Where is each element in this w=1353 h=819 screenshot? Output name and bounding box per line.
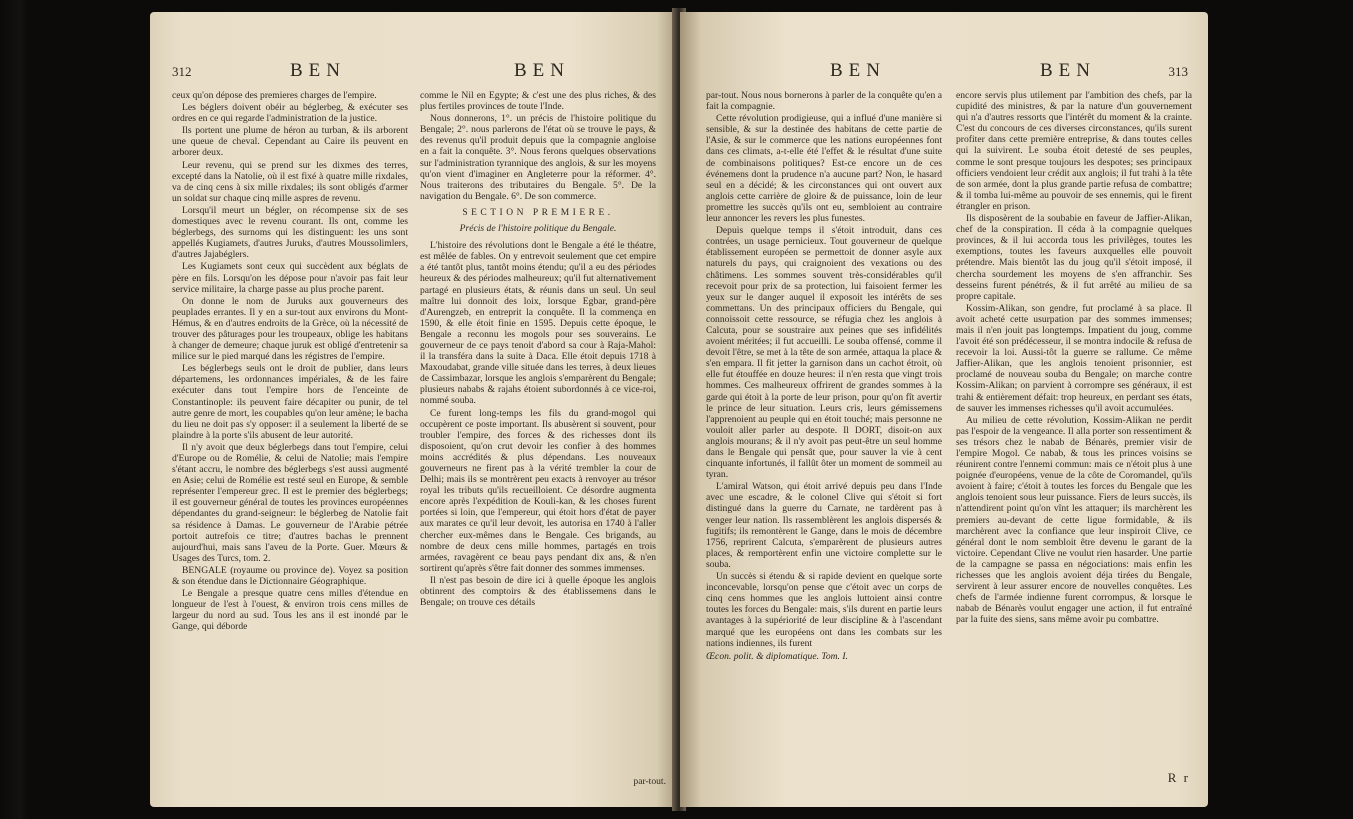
paragraph: Leur revenu, qui se prend sur les dixmes des terres, excepté dans la Natolie, où il est fixé à quatre mille rixdales, va de cinq cens à six mille rixdales; ils sont obligés d'armer un soldat sur chaque cinq mille aspres de revenu. xyxy=(172,159,408,204)
right-page-header xyxy=(680,60,1208,86)
paragraph: Les béglers doivent obéir au béglerbeg, & exécuter ses ordres en ce qui regarde l'administration de la justice. xyxy=(172,102,408,125)
section-title: SECTION PREMIERE. xyxy=(462,207,614,218)
paragraph: Il n'est pas besoin de dire ici à quelle époque les anglois obtinrent des comptoirs & des établissemens dans le Bengale; on trouve ces détails xyxy=(420,574,656,609)
paragraph: encore servis plus utilement par l'ambition des chefs, par la cupidité des ministres, & par la nature d'un gouvernement qui n'a d'autres ressorts que l'intérêt du moment & la crainte. C'est du concours de ces diverses circonstances, qu'ils surent profiter dans cette première entreprise, & dans toutes celles qui la suivirent. Le souba étoit detesté de ses peuples, comme le sont presque toujours les despotes; ses principaux officiers vendoient leur crédit aux anglois; il fut trahi à la tête de son armée, dont la plus grande partie refusa de combattre; & il tomba lui-même au pouvoir de ses ennemis, qui le firent étrangler en prison. xyxy=(956,90,1192,212)
paragraph: Nous donnerons, 1°. un précis de l'histoire politique du Bengale; 2°. nous parlerons de l'état où se trouve le pays, & des revenus qu'il produit depuis que la compagnie angloise en a fait la conquête. 3°. Nous ferons quelques observations sur l'administration tyrannique des anglois, & sur les moyens qu'on vient d'imaginer en Angleterre pour la réformer. 4°. Nous traiterons des tributaires du Bengale. 5°. De la navigation du Bengale. 6°. De son commerce. xyxy=(420,113,656,202)
paragraph: Ils portent une plume de héron au turban, & ils arborent une queue de cheval. Cependant au Caire ils peuvent en arborer deux. xyxy=(172,125,408,159)
signature-mark: R r xyxy=(1167,770,1190,785)
paragraph: ceux qu'on dépose des premieres charges de l'empire. xyxy=(172,90,377,101)
paragraph: Les béglerbegs seuls ont le droit de publier, dans leurs départemens, les ordonnances impériales, & de les faire exécuter dans tout l'empire hors de l'enceinte de Constantinople: ils peuvent faire décapiter ou punir, de tel autre genre de mort, les coupables qu'on leur amène; le bacha du lieu ne doit pas s'y opposer: il a seulement la liberté de se plaindre à la porte s'ils abusent de leur autorité. xyxy=(172,363,408,441)
paragraph: Ils disposèrent de la soubabie en faveur de Jaffier-Alikan, chef de la conspiration. Il céda à la compagnie quelques provinces, & il lui accorda tous les privilèges, toutes les exemptions, toutes les faveurs auxquelles elle pouvoit prétendre. Mais bientôt las du joug qu'il s'étoit imposé, il chercha sourdement les moyens de s'en affranchir. Ses desseins furent pénétrés, & il fut arrêté au milieu de sa propre capitale. xyxy=(956,213,1192,302)
left-running-head-1: BEN xyxy=(290,60,346,81)
left-page-header xyxy=(150,60,678,86)
left-page-number: 312 xyxy=(172,64,192,79)
right-page-number: 313 xyxy=(1168,64,1188,79)
right-running-head-2: BEN xyxy=(1040,60,1096,81)
paragraph: L'histoire des révolutions dont le Bengale a été le théatre, est mêlée de fables. On y entrevoit seulement que cet empire a été tantôt plus, tantôt moins étendu; qu'il a eu des périodes heureux & des périodes malheureux; qu'il fut alternativement partagé en plusieurs états, & réunis dans un seul. Un seul maître lui donnoit des loix, lorsque Egbar, grand-père d'Aurengzeb, en entreprit la conquête. Il la commença en 1590, & elle étoit finie en 1595. Depuis cette époque, le Bengale a reconnu les mogols pour ses souverains. Le gouverneur de ce pays tenoit d'abord sa cour à Raja-Mahol: il la transféra dans la suite à Daca. Elle étoit depuis 1718 à Maxoudabat, grande ville située dans les terres, à deux lieues de Cassimbazar, lorsque les anglois s'emparèrent du Bengale; plusieurs nababs & rajahs étoient subordonnés à ce vice-roi, nommé souba. xyxy=(420,240,656,407)
paragraph: Un succès si étendu & si rapide devient en quelque sorte inconcevable, lorsqu'on pense que c'étoit avec un corps de cinq cens hommes que les anglois luttoient ainsi contre toutes les forces du Bengale: mais, s'ils durent en partie leurs avantages à la supériorité de leur discipline & à l'ascendant marqué que les européens ont dans les combats sur les nations indiennes, ils furent xyxy=(706,571,942,649)
paragraph: Le Bengale a presque quatre cens milles d'étendue en longueur de l'est à l'ouest, & environ trois cens milles de largeur du nord au sud. Tous les ans il est inondé par le Gange, qui déborde xyxy=(172,588,408,633)
right-page xyxy=(680,12,1208,807)
paragraph: On donne le nom de Juruks aux gouverneurs des peuplades errantes. Il y en a sur-tout aux environs du Mont-Hémus, & en d'autres endroits de la Grèce, où la nécessité de trouver des pâturages pour les troupeaux, oblige les habitans à changer de demeure; chaque juruk est obligé d'entretenir sa milice sur le pied marqué dans les régistres de l'empire. xyxy=(172,295,408,363)
right-running-head-1: BEN xyxy=(830,60,886,81)
catchword: par-tout. xyxy=(633,776,666,787)
paragraph: par-tout. Nous nous bornerons à parler de la conquête qu'en a fait la compagnie. xyxy=(706,90,942,113)
paragraph: Depuis quelque temps il s'étoit introduit, dans ces contrées, un usage pernicieux. Tout gouverneur de quelque établissement européen se permettoit de donner asyle aux naturels du pays, qui craignoient des vexations ou des châtimens. Les sommes souvent très-considérables qu'il recevoit pour prix de sa protection, lui faisoient fermer les yeux sur le danger auquel il exposoit les intérêts de ses commettans. Un des principaux officiers du Bengale, qui connoissoit cette ressource, se réfugia chez les anglois à Calcuta, pour se soustraire aux peines que ses infidélités avoient méritées; il fut accueilli. Le souba offensé, comme il devoit l'être, se met à la tête de son armée, attaqua la place & s'en empara. Il fit jetter la garnison dans un cachot étroit, où elle fut étouffée en douze heures: il n'en resta que vingt trois hommes. Ces malheureux offrirent de grandes sommes à la garde qui étoit à la porte de leur prison, pour qu'on fît avertir le prince de leur situation. Leurs cris, leurs gémissemens l'apprenoient au peuple qui en étoit touché; mais personne ne vouloit aller parler au despote. Il DORT, disoit-on aux anglois mourans; & il n'y avoit pas peut-être un seul homme dans le Bengale qui pensât que, pour sauver la vie à cent cinquante infortunés, il fallût ôter un moment de sommeil au tyran. xyxy=(706,225,942,481)
volume-footer: Œcon. polit. & diplomatique. Tom. I. xyxy=(706,650,848,662)
right-column-1 xyxy=(706,90,942,662)
left-page xyxy=(150,12,678,807)
paragraph: Ce furent long-temps les fils du grand-mogol qui occupèrent ce poste important. Ils abusèrent si souvent, pour troubler l'empire, des forces & des richesses dont ils disposoient, qu'on crut devoir les confier à des hommes moins accrédités & plus dépendans. Les nouveaux gouverneurs ne firent pas à la vérité trembler la cour de Delhi; mais ils se montrèrent peu exacts à renvoyer au trésor royal les tributs qu'ils recueilloient. Ce désordre augmenta encore après l'expédition de Kouli-kan, & les choses furent portées si loin, que l'empereur, qui étoit hors d'état de payer aux marates ce qu'il leur devoit, les autorisa en 1740 à l'aller chercher eux-mêmes dans le Bengale. Ces brigands, au nombre de deux cens mille hommes, partagés en trois armées, ravagèrent ce beau pays pendant dix ans, & n'en sortirent qu'après s'être fait donner des sommes immenses. xyxy=(420,407,656,574)
paragraph: L'amiral Watson, qui étoit arrivé depuis peu dans l'Inde avec une escadre, & le colonel Clive qui s'étoit si fort distingué dans la guerre du Carnate, ne tardèrent pas à venger leur nation. Ils rassemblèrent les anglois dispersés & fugitifs; ils remontèrent le Gange, dans le mois de décembre 1756, reprirent Calcuta, s'emparèrent de plusieurs autres places, & remportèrent enfin une victoire complette sur le souba. xyxy=(706,481,942,570)
paragraph: comme le Nil en Egypte; & c'est une des plus riches, & des plus fertiles provinces de toute l'Inde. xyxy=(420,90,656,113)
paragraph: Il n'y avoit que deux béglerbegs dans tout l'empire, celui d'Europe ou de Romélie, & celui de Natolie; mais l'empire s'étant accru, le nombre des béglerbegs s'est aussi augmenté en Asie; celui de Romélie est resté seul en Europe, & semble représenter l'empereur grec. Il est le premier des béglerbegs; il est gouverneur général de toutes les provinces européennes dépendantes du grand-seigneur: le béglerbeg de Natolie fait sa résidence à Damas. Le gouverneur de l'Arabie pétrée portoit autrefois ce titre; d'autres bachas le prennent aujourd'hui, mais sans l'aveu de la Porte. Guer. Mœurs & Usages des Turcs, tom. 2. xyxy=(172,441,408,564)
paragraph: Les Kugiamets sont ceux qui succèdent aux béglats de père en fils. Lorsqu'on les dépose pour n'avoir pas fait leur service militaire, la charge passe au plus proche parent. xyxy=(172,261,408,295)
left-column-1 xyxy=(172,90,408,634)
section-subtitle: Précis de l'histoire politique du Bengale. xyxy=(459,223,617,235)
paragraph: Lorsqu'il meurt un bégler, on récompense six de ses domestiques avec le revenu courant. Ils ont, comme les béglerbegs, des surnoms qui les distinguent: les uns sont appellés Kugiamets, d'autres Juruks, d'autres Moussolimlers, d'autres Jajabéglers. xyxy=(172,204,408,261)
left-running-head-2: BEN xyxy=(514,60,570,81)
left-column-2 xyxy=(420,90,656,609)
paragraph: Cette révolution prodigieuse, qui a influé d'une manière si sensible, & sur la destinée des habitans de cette partie de l'Asie, & sur le commerce que les nations européennes font dans ces climats, a-t-elle été l'effet & le résultat d'une suite de combinaisons politiques? Est-ce encore un de ces événemens dont la prudence n'a aucune part? Non, le hasard seul en a décidé; & les circonstances qui ont ouvert aux anglois cette carrière de gloire & de puissance, loin de leur promettre les succès qu'ils ont eu, sembloient au contraire leur annoncer les revers les plus funestes. xyxy=(706,113,942,225)
right-column-2 xyxy=(956,90,1192,627)
paragraph: Au milieu de cette révolution, Kossim-Alikan ne perdit pas l'espoir de la vengeance. Il alla porter son ressentiment & ses trésors chez le nabab de Bénarès, premier visir de l'empire Mogol. Ce nabab, & tous les princes voisins se réunirent contre l'ennemi commun: mais ce n'étoit plus à une poignée d'européens, venue de la côte de Coromandel, qu'ils avoient à faire; c'étoit à toutes les forces du Bengale que les anglois tenoient sous leur puissance. Fiers de leurs succès, ils n'attendirent point qu'on vînt les attaquer; ils marchèrent les premiers au-devant de cette ligue formidable, & ils marchèrent avec la confiance que leur inspiroit Clive, ce général dont le nom sembloit être devenu le garant de la victoire. Cependant Clive ne voulut rien hasarder. Une partie de la campagne se passa en négociations: mais enfin les richesses que les anglois avoient déja tirées du Bengale, servirent à leur assurer encore de nouvelles conquêtes. Les chefs de l'armée indienne furent corrompus, & lorsque le nabab de Bénarès voulut engager une action, il fut entraîné par la fuite des siens, sans même avoir pu combattre. xyxy=(956,414,1192,626)
paragraph: BENGALE (royaume ou province de). Voyez sa position & son étendue dans le Dictionnaire Géographique. xyxy=(172,564,408,588)
paragraph: Kossim-Alikan, son gendre, fut proclamé à sa place. Il avoit acheté cette usurpation par des sommes immenses; mais il n'en jouit pas longtemps. Impatient du joug, comme l'avoit été son prédécesseur, il se montra indocile & refusa de recevoir la loi. Aussi-tôt la guerre se rallume. Ce même Jaffier-Alikan, que les anglois tenoient prisonnier, est proclamé de nouveau souba du Bengale; on marche contre Kossim-Alikan; on parvient à corrompre ses généraux, il est trahi & entièrement défait: trop heureux, en perdant ses états, de sauver les immenses richesses qu'il avoit accumulées. xyxy=(956,302,1192,414)
